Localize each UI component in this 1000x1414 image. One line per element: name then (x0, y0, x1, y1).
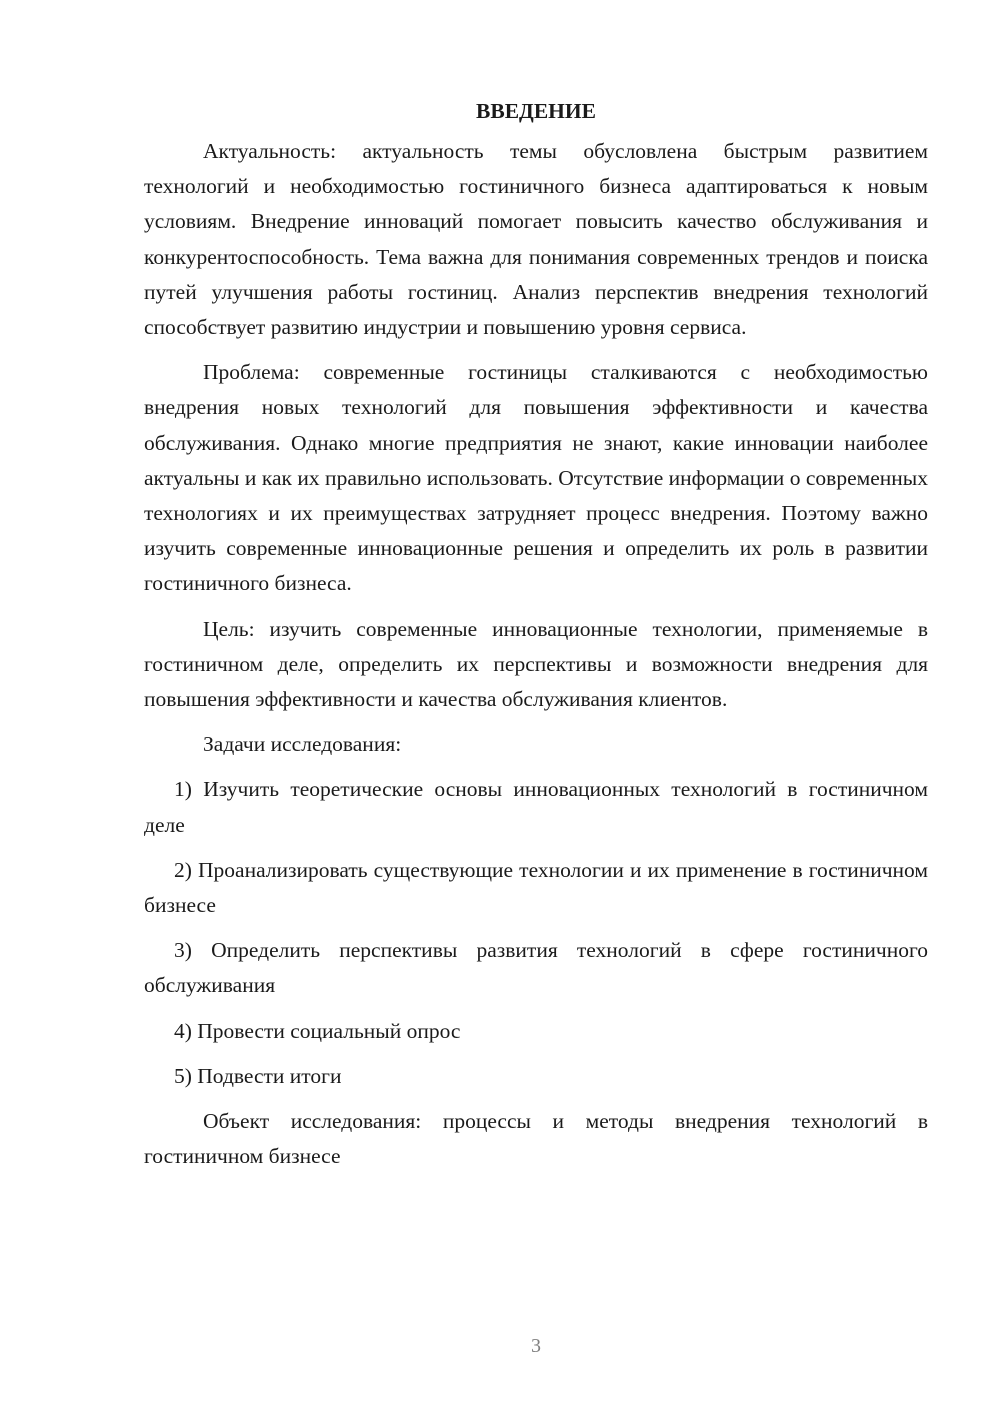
page-number: 3 (531, 1335, 541, 1357)
section-heading: ВВЕДЕНИЕ (476, 99, 596, 123)
task-item: 1) Изучить теоретические основы инновационных технологий в гостиничном деле (144, 777, 928, 837)
relevance-paragraph: Актуальность: актуальность темы обусловлена быстрым развитием технологий и необходимостью гостиничного бизнеса адаптироваться к новым условиям. Внедрение инноваций помогает повысить качество обслуживания и конкурентоспособность. Тема важна для понимания современных трендов и поиска путей улучшения работы гостиниц. Анализ перспектив внедрения технологий способствует развитию индустрии и повышению уровня сервиса. (144, 139, 928, 340)
task-item: 2) Проанализировать существующие технологии и их применение в гостиничном бизнесе (144, 857, 928, 918)
goal-paragraph: Цель: изучить современные инновационные технологии, применяемые в гостиничном деле, определить их перспективы и возможности внедрения для повышения эффективности и качества обслуживания клиентов. (144, 616, 928, 712)
task-item: 3) Определить перспективы развития технологий в сфере гостиничного обслуживания (144, 938, 928, 998)
tasks-list (144, 772, 928, 1094)
tasks-heading: Задачи исследования: (203, 732, 402, 757)
task-item: 4) Провести социальный опрос (174, 1018, 461, 1043)
problem-paragraph: Проблема: современные гостиницы сталкиваются с необходимостью внедрения новых технологий для повышения эффективности и качества обслуживания. Однако многие предприятия не знают, какие инновации наиболее актуальны и как их правильно использовать. Отсутствие информации о современных технологиях и их преимуществах затрудняет процесс внедрения. Поэтому важно изучить современные инновационные решения и определить их роль в развитии гостиничного бизнеса. (144, 360, 928, 596)
task-item: 5) Подвести итоги (174, 1063, 342, 1088)
page-content (144, 96, 928, 1184)
object-paragraph: Объект исследования: процессы и методы внедрения технологий в гостиничном бизнесе (144, 1109, 928, 1169)
